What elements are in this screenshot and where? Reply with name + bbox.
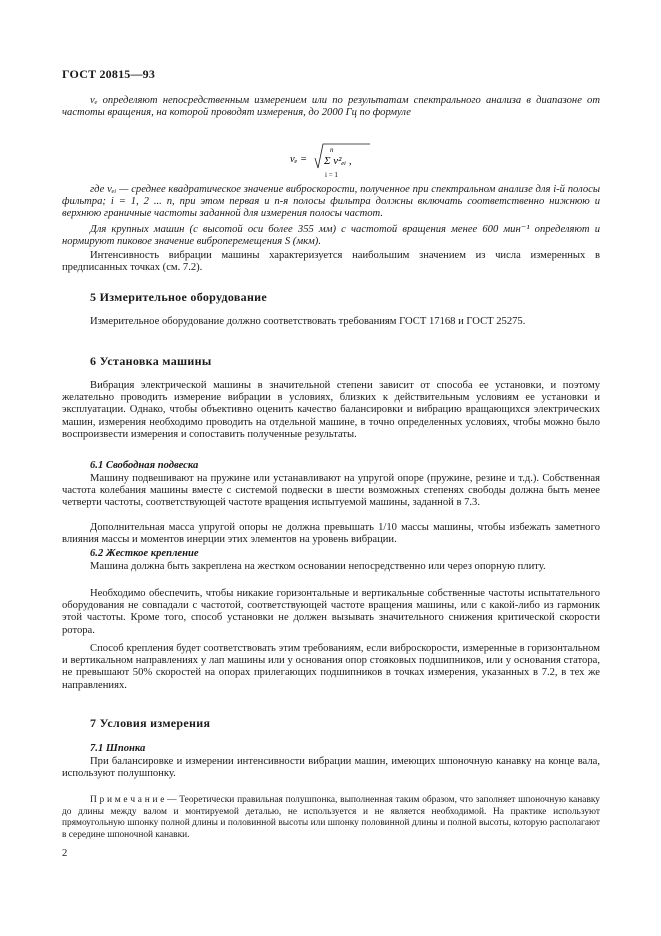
subsection-6-2-paragraph-1: Машина должна быть закреплена на жестком основании непосредственно или через опорную плиту. <box>90 561 546 572</box>
note-text: — Теоретически правильная полушпонка, выполненная таким образом, что заполняет шпоночную канавку до длины между валом и монтируемой деталью, не используется и не является необходимой. На практике используют прямоугольную шпонку полной длины и половинной высоты или шпонку половинной длины и полной высоты, которую располагают в середине шпоночной канавки. <box>62 795 600 840</box>
subsection-6-2-paragraph-3: Способ крепления будет соответствовать этим требованиям, если виброскорости, измеренные в горизонтальном и вертикальном направлениях у лап машины или у основания опор стояковых подшипников, или у основания статора, не превышают 50% скоростей на опорах прилегающих подшипников в точках измерения, указанных в 7.2, в тех же направлениях. <box>62 643 600 691</box>
intro-paragraph-2: где vₑᵢ — среднее квадратическое значение виброскорости, полученное при спектральном анализе для i-й полосы фильтра; i = 1, 2 ... n, при этом первая и n-я полосы фильтра должны включать соответственно нижнюю и верхнюю граничные частоты заданной для измерения полосы частот. <box>62 184 600 220</box>
subsection-6-2-title: 6.2 Жесткое крепление <box>90 548 199 559</box>
section-5-paragraph: Измерительное оборудование должно соответствовать требованиям ГОСТ 17168 и ГОСТ 25275. <box>90 316 526 327</box>
section-7-title: 7 Условия измерения <box>90 716 211 730</box>
subsection-7-1-title: 7.1 Шпонка <box>90 743 146 754</box>
note-block <box>62 795 600 841</box>
formula-upper-limit: n <box>330 146 334 154</box>
rms-formula <box>290 140 380 180</box>
document-header: ГОСТ 20815—93 <box>62 67 156 81</box>
subsection-6-2-paragraph-2: Необходимо обеспечить, чтобы никакие горизонтальные и вертикальные собственные частоты испытательного оборудования не совпадали с частотой, соответствующей частоте вращения машины, или с какой-либо из гармоник этой частоты. Кроме того, способ установки не должен вызывать значительного снижения критической скорости ротора. <box>62 588 600 636</box>
intro-paragraph-1: vₑ определяют непосредственным измерением или по результатам спектрального анализа в диапазоне от частоты вращения, на которой проводят измерения, до 2000 Гц по формуле <box>62 95 600 119</box>
subsection-6-1-title: 6.1 Свободная подвеска <box>90 460 199 471</box>
intro-paragraph-4: Интенсивность вибрации машины характеризуется наибольшим значением из числа измеренных в предписанных точках (см. 7.2). <box>62 250 600 274</box>
page-number: 2 <box>62 848 68 859</box>
formula-sum: Σ v²ₑᵢ , <box>324 155 352 167</box>
formula-lhs: vₑ = <box>290 154 308 165</box>
section-5-title: 5 Измерительное оборудование <box>90 290 268 304</box>
note-label: П р и м е ч а н и е <box>90 795 165 805</box>
formula-svg <box>290 140 380 180</box>
subsection-7-1-paragraph: При балансировке и измерении интенсивности вибрации машин, имеющих шпоночную канавку на конце вала, используют полушпонку. <box>62 756 600 780</box>
intro-paragraph-3: Для крупных машин (с высотой оси более 355 мм) с частотой вращения менее 600 мин⁻¹ определяют и нормируют пиковое значение виброперемещения S (мкм). <box>62 224 600 248</box>
section-6-paragraph-1: Вибрация электрической машины в значительной степени зависит от способа ее установки, и поэтому желательно проводить измерение вибрации в условиях, близких к действительным условиям ее установки и эксплуатации. Однако, чтобы объективно оценить качество балансировки и вибрацию вращающихся электрических машин, измерения необходимо проводить на отдельной машине, в точно определенных условиях, чтобы можно было воспроизвести измерения и сопоставить полученные результаты. <box>62 380 600 440</box>
formula-lower-limit: i = 1 <box>325 171 338 179</box>
section-6-title: 6 Установка машины <box>90 354 212 368</box>
subsection-6-1-paragraph-1: Машину подвешивают на пружине или устанавливают на упругой опоре (пружине, резине и т.д.). Собственная частота колебания машины вместе с системой подвески в шести возможных степенях свободы должна быть менее четверти частоты, соответствующей частоте вращения испытуемой машины, заданной в 7.3. <box>62 473 600 509</box>
subsection-6-1-paragraph-2: Дополнительная масса упругой опоры не должна превышать 1/10 массы машины, чтобы избежать заметного влияния массы и моментов инерции этих элементов на уровень вибрации. <box>62 522 600 546</box>
